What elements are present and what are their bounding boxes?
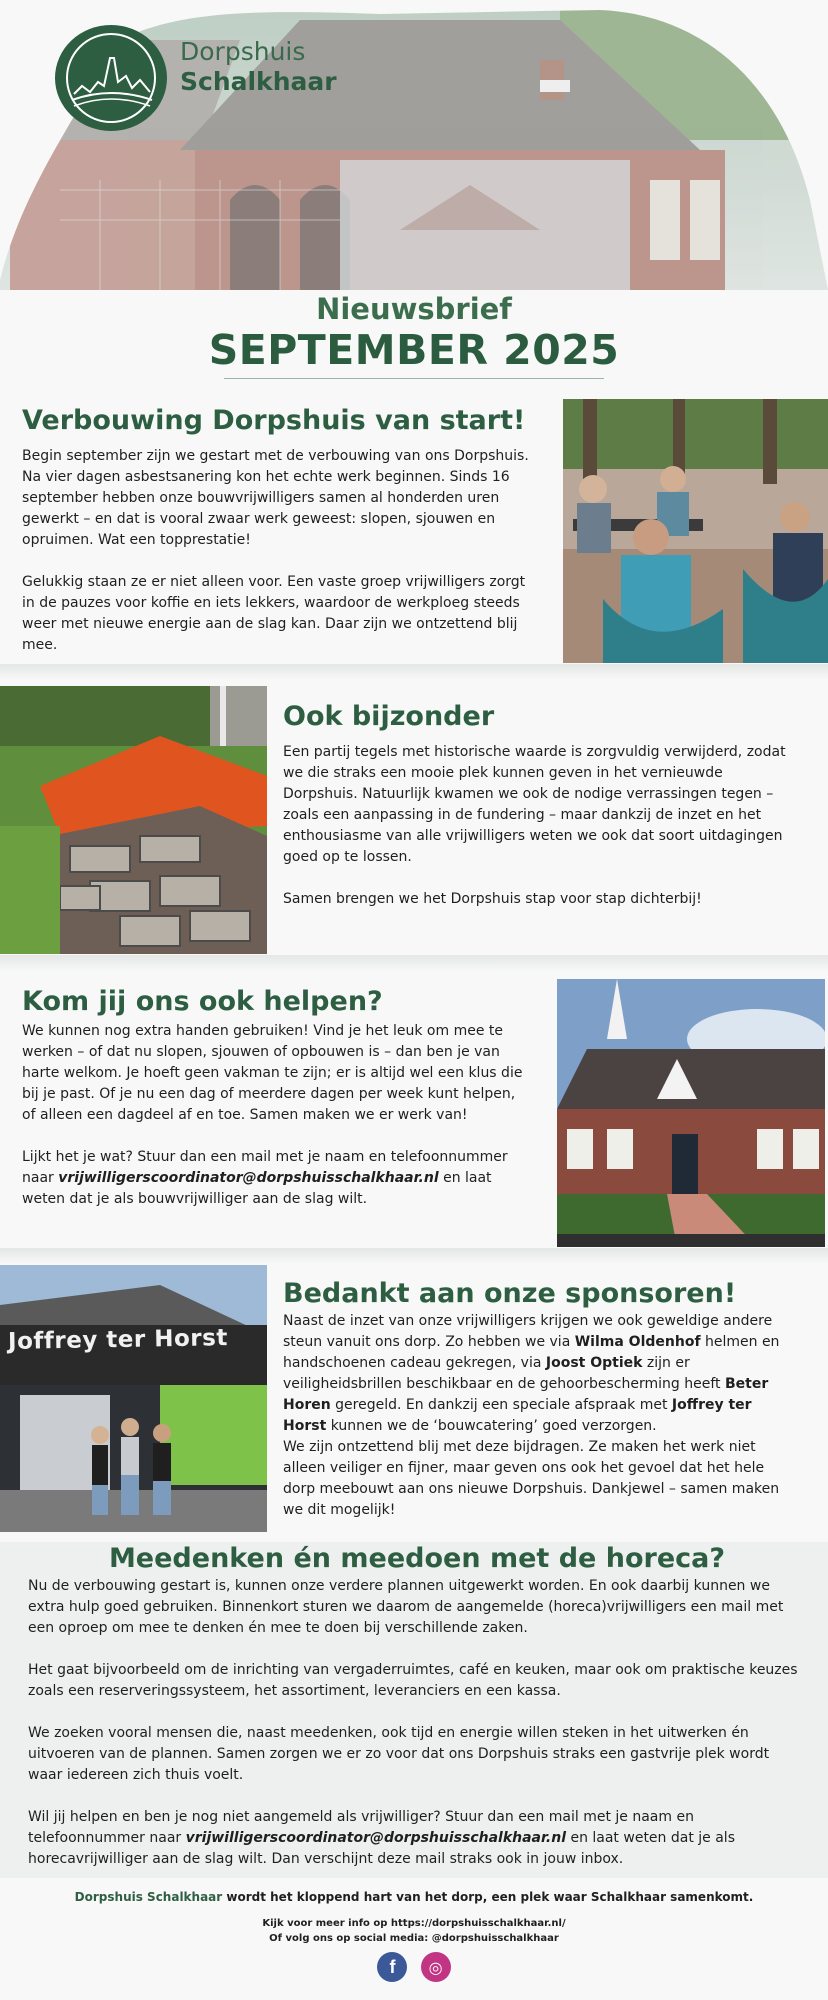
section-title: Ook bijzonder: [283, 701, 495, 732]
section-title: Verbouwing Dorpshuis van start!: [22, 405, 526, 436]
section-title: Kom jij ons ook helpen?: [22, 986, 383, 1017]
new-building-render: [557, 979, 825, 1247]
section-help: [22, 985, 532, 1210]
footer-brand: Dorpshuis Schalkhaar: [74, 1890, 223, 1904]
historic-tiles-photo: [0, 686, 267, 954]
section-paragraph: Een partij tegels met historische waarde is zorgvuldig verwijderd, zodat we die straks een mooie plek kunnen geven in het vernieuwde Dorpshuis. Natuurlijk kwamen we ook de nodige verrassingen tegen – zoals een aanpassing in de fundering – maar dankzij de inzet en het enthousiasme van alle vrijwilligers weten we ook dat soort uitdagingen goed op te lossen.: [283, 744, 786, 865]
sponsor-shop-photo: [0, 1265, 267, 1532]
section-paragraph: Nu de verbouwing gestart is, kunnen onze verdere plannen uitgewerkt worden. En ook daarbij kunnen we extra hulp goed gebruiken. Binnenkort sturen we daarom de aangemelde (horeca)vrijwilligers een mail met een oproep om mee te denken én mee te doen bij verschillende zaken.: [28, 1578, 784, 1636]
instagram-icon[interactable]: ◎: [421, 1952, 451, 1982]
section-special: [283, 700, 798, 910]
section-paragraph: Het gaat bijvoorbeeld om de inrichting van vergaderruimtes, café en keuken, maar ook om praktische keuzes zoals een reserveringssysteem, het assortiment, leveranciers en een kassa.: [28, 1662, 798, 1699]
cta-text: en laat weten dat je als horecavrijwilliger aan de slag wilt. Dan verschijnt deze mail straks ook in jouw inbox.: [28, 1830, 735, 1867]
section-paragraph: We zoeken vooral mensen die, naast meedenken, ook tijd en energie willen steken in het uitwerken én uitvoeren van de plannen. Samen zorgen we er zo voor dat ons Dorpshuis straks een gastvrije plek wordt waar iedereen zich thuis voelt.: [28, 1725, 770, 1783]
email-link[interactable]: vrijwilligerscoordinator@dorpshuisschalkhaar.nl: [185, 1830, 566, 1846]
section-cta: [22, 1147, 532, 1210]
cta-text: Wil jij helpen en ben je nog niet aangemeld als vrijwilliger? Stuur dan een mail met je naam en telefoonnummer naar: [28, 1809, 694, 1846]
text-run: kunnen we de ‘bouwcatering’ goed verzorgen.: [326, 1418, 657, 1434]
section-paragraph: [283, 1311, 783, 1437]
sponsor-name: Joffrey ter Horst: [283, 1397, 752, 1434]
section-horeca: [28, 1542, 806, 1870]
section-divider-shadow: [0, 664, 828, 680]
text-run: Naast de inzet van onze vrijwilligers krijgen we ook geweldige andere steun vanuit ons dorp. Zo hebben we via: [283, 1313, 773, 1350]
shop-sign: Joffrey ter Horst: [7, 1325, 229, 1355]
social-icons: [0, 1952, 828, 1982]
text-run: zijn er veiligheidsbrillen beschikbaar en de gehoorbescherming heeft: [283, 1355, 725, 1392]
footer-tagline-text: wordt het kloppend hart van het dorp, een plek waar Schalkhaar samenkomt.: [222, 1890, 754, 1904]
email-link[interactable]: vrijwilligerscoordinator@dorpshuisschalkhaar.nl: [58, 1170, 439, 1186]
section-sponsors: [283, 1277, 783, 1521]
cta-text: en laat weten dat je als bouwvrijwilliger aan de slag wilt.: [22, 1170, 492, 1207]
footer-social-text: Of volg ons op social media: @dorpshuisschalkhaar: [269, 1933, 559, 1944]
section-paragraph: Samen brengen we het Dorpshuis stap voor stap dichterbij!: [283, 891, 702, 907]
newsletter-title: [0, 292, 828, 379]
village-skyline-icon: [60, 30, 162, 126]
header-photo: [0, 0, 828, 292]
section-cta: [28, 1807, 806, 1870]
title-divider: [224, 378, 604, 379]
section-renovation: [22, 404, 532, 656]
section-divider-shadow: [0, 955, 828, 971]
section-paragraph: We zijn ontzettend blij met deze bijdragen. Ze maken het werk niet alleen veiliger en fijner, maar geven ons ook het gevoel dat het hele dorp meebouwt aan ons nieuwe Dorpshuis. Dankjewel – samen maken we dit mogelijk!: [283, 1439, 780, 1518]
section-paragraph: Begin september zijn we gestart met de verbouwing van ons Dorpshuis. Na vier dagen asbestsanering kon het echte werk beginnen. Sinds 16 september hebben onze bouwvrijwilligers samen al honderden uren gewerkt – en dat is vooral zwaar werk geweest: slopen, sjouwen en opruimen. Wat een topprestatie!: [22, 448, 529, 548]
facebook-icon[interactable]: f: [377, 1952, 407, 1982]
logo-text-line1: Dorpshuis: [180, 37, 306, 66]
text-run: helmen en handschoenen cadeau gekregen, via: [283, 1334, 780, 1371]
volunteers-coffee-photo: [563, 399, 828, 663]
footer-tagline: [0, 1890, 828, 1904]
footer-info[interactable]: Kijk voor meer info op https://dorpshuisschalkhaar.nl/: [262, 1918, 566, 1929]
section-paragraph: We kunnen nog extra handen gebruiken! Vind je het leuk om mee te werken – of dat nu slopen, sjouwen of opbouwen is – dan ben je van harte welkom. Je hoeft geen vakman te zijn; er is altijd wel een klus die bij je past. Of je nu een dag of meerdere dagen per week kunt helpen, of alleen een dagdeel af en toe. Samen maken we er werk van!: [22, 1023, 523, 1123]
cta-text: Lijkt het je wat? Stuur dan een mail met je naam en telefoonnummer naar: [22, 1149, 508, 1186]
section-title: Bedankt aan onze sponsoren!: [283, 1278, 737, 1309]
newsletter-edition: SEPTEMBER 2025: [208, 326, 620, 374]
logo-emblem: [55, 25, 167, 131]
section-paragraph: Gelukkig staan ze er niet alleen voor. Een vaste groep vrijwilligers zorgt in de pauzes voor koffie en iets lekkers, waardoor de werkploeg steeds weer met nieuwe energie aan de slag kan. Daar zijn we ontzettend blij mee.: [22, 574, 526, 653]
logo-text-line2: Schalkhaar: [180, 67, 337, 96]
sponsor-name: Beter Horen: [283, 1376, 769, 1413]
section-divider-shadow: [0, 1248, 828, 1264]
text-run: geregeld. En dankzij een speciale afspraak met: [330, 1397, 672, 1413]
sponsor-name: Wilma Oldenhof: [574, 1334, 701, 1350]
section-title: Meedenken én meedoen met de horeca?: [108, 1543, 726, 1574]
footer: [0, 1878, 828, 2000]
newsletter-label: Nieuwsbrief: [316, 292, 512, 326]
sponsor-name: Joost Optiek: [545, 1355, 643, 1371]
